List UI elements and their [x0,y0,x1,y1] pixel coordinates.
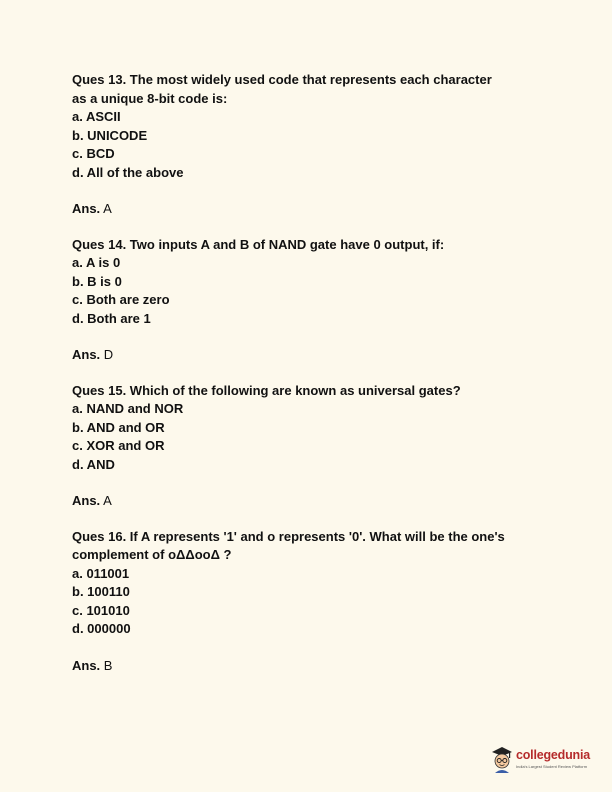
option: d. All of the above [72,164,184,180]
answer-label: Ans. [72,657,101,673]
option: a. NAND and NOR [72,401,184,416]
question-text: Ques 15. Which of the following are known as universal gates? [72,382,461,398]
student-mascot-icon [490,746,514,776]
logo-tagline: India's Largest Student Review Platform [516,764,588,769]
option: a. A is 0 [72,255,121,270]
answer-line [72,346,552,365]
question-14 [72,236,552,365]
option: a. ASCII [72,109,121,124]
question-15 [72,382,552,511]
question-text: Ques 14. Two inputs A and B of NAND gate have 0 output, if: [72,236,445,252]
option: d. AND [72,456,115,472]
option: d. Both are 1 [72,310,151,326]
answer-value: B [103,657,113,673]
answer-value: A [103,201,112,216]
question-text: Ques 13. The most widely used code that represents each character [72,72,492,87]
option: d. 000000 [72,621,131,636]
answer-label: Ans. [72,493,101,508]
option: c. 101010 [72,602,130,618]
option: c. BCD [72,146,115,161]
option: a. 011001 [72,565,130,581]
question-16 [72,528,552,676]
answer-line [72,200,552,219]
option: b. UNICODE [72,127,148,143]
question-text: complement of oΔΔooΔ ? [72,547,232,562]
answer-label: Ans. [72,201,101,216]
answer-value: A [103,493,112,508]
logo-wordmark: collegedunia [516,748,591,762]
question-text: as a unique 8-bit code is: [72,90,228,106]
question-13 [72,71,552,219]
option: b. AND and OR [72,419,165,435]
answer-line [72,492,552,511]
answer-line [72,657,552,676]
option: c. Both are zero [72,292,170,307]
question-list [72,71,552,692]
answer-value: D [103,347,114,362]
collegedunia-logo [490,742,590,782]
option: b. 100110 [72,584,130,599]
option: c. XOR and OR [72,438,165,453]
answer-label: Ans. [72,347,101,362]
option: b. B is 0 [72,273,122,289]
question-text: Ques 16. If A represents '1' and o represents '0'. What will be the one's [72,528,505,544]
